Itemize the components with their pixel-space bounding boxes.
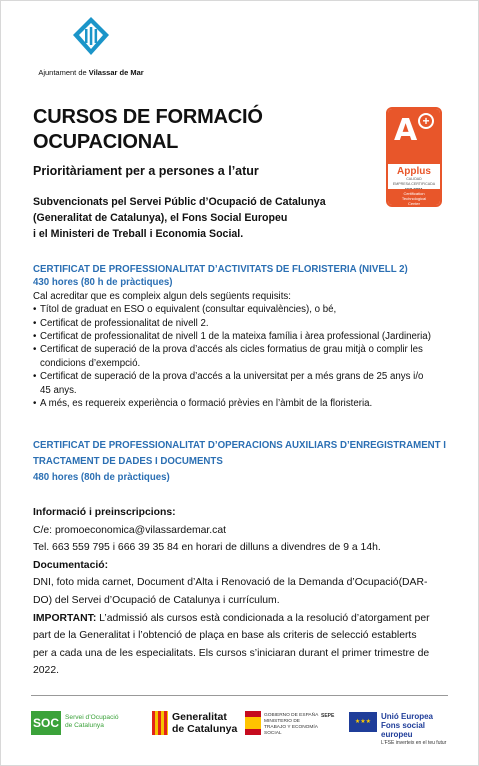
requirement-item-continuation: condicions d’exempció. [40,357,141,369]
soc-logo: SOC [31,711,61,735]
spain-ministry-text: GOBIERNO DE ESPAÑA MINISTERIO DE TRABAJO Y ECONOMÍA SOCIAL [264,713,319,736]
course-2-section [33,438,446,486]
badge-small-text: CALIDAD [406,177,422,181]
badge-foot-line: Center [407,201,420,206]
page-title [33,105,263,155]
important-line: part de la Generalitat i l’obtenció de plaça en base als criteris de selecció establerts [33,630,417,642]
information-section [33,504,458,680]
soc-line: Servei d’Ocupació [65,714,119,721]
course-2-title-line: CERTIFICAT DE PROFESSIONALITAT D’OPERACIONS AUXILIARS D’ENREGISTRAMENT I [33,440,446,451]
badge-small-text: EMPRESA CERTIFICADA [392,182,436,186]
requirement-item: • Certificat de superació de la prova d’accés a la universitat per a més grans de 25 anys i/o [33,370,431,383]
subtitle: Prioritàriament per a persones a l’atur [33,164,259,178]
badge-letter: A [394,113,418,148]
requirements-intro: Cal acreditar que es compleix algun dels següents requisits: [33,290,291,302]
documentation-line: DO) del Servei d’Ocupació de Catalunya i currículum. [33,594,280,606]
town-name [31,68,151,77]
eu-text [381,712,456,748]
badge-plus-icon: + [418,113,434,129]
requirement-item: • Títol de graduat en ESO o equivalent (consultar equivalències), o bé, [33,303,431,316]
requirement-item: • Certificat de professionalitat de nivell 1 de la mateixa família i àrea professional (Jardineria) [33,330,431,343]
contact-email[interactable]: C/e: promoeconomica@vilassardemar.cat [33,524,227,536]
town-header [31,15,151,77]
contact-phone: Tel. 663 559 795 i 666 39 35 84 en horari de dilluns a divendres de 9 a 14h. [33,542,381,554]
info-heading: Informació i preinscripcions: [33,507,176,518]
badge-brand: Applus [397,166,431,177]
documentation-line: DNI, foto mida carnet, Document d’Alta i Renovació de la Demanda d’Ocupació(DAR- [33,577,428,589]
important-note [33,610,458,628]
sponsor-logos [31,708,456,746]
title-line-1: CURSOS DE FORMACIÓ [33,106,263,128]
generalitat-text [172,711,237,735]
course-2-hours: 480 hores (80h de pràctiques) [33,472,170,483]
badge-header [388,109,440,164]
course-1-hours: 430 hores (80 h de pràctiques) [33,277,173,289]
badge-foot-line: Technological [401,196,427,201]
requirement-item: • A més, es requereix experiència o formació prèvies en l’àmbit de la floristeria. [33,397,431,410]
course-1-title: CERTIFICAT DE PROFESSIONALITAT D’ACTIVITATS DE FLORISTERIA (NIVELL 2) [33,264,408,275]
title-line-2: OCUPACIONAL [33,131,179,153]
badge-footer [388,189,440,205]
course-1-section [33,263,431,410]
eu-tagline: L’FSE inverteix en el teu futur [381,740,447,746]
eu-line: Unió Europea [381,712,434,721]
intro-line: i el Ministeri de Treball i Economia Social. [33,228,244,240]
important-label: IMPORTANT: [33,612,97,624]
documentation-heading: Documentació: [33,559,109,571]
intro-text [33,194,373,242]
generalitat-line: de Catalunya [172,723,238,735]
sepe-logo: SEPE [321,713,335,719]
requirement-item-continuation: 45 anys. [40,384,77,396]
eu-line: Fons social europeu [381,721,426,739]
town-name-bold: Vilassar de Mar [88,68,144,77]
footer-divider [31,695,448,696]
intro-line: (Generalitat de Catalunya), el Fons Social Europeu [33,212,288,224]
important-line: L’admissió als cursos està condicionada a la resolució d’atorgament per [96,612,430,624]
generalitat-line: Generalitat [172,711,227,723]
spain-government-flag-icon [245,711,261,735]
intro-line: Subvencionats pel Servei Públic d’Ocupació de Catalunya [33,196,326,208]
badge-foot-line: Certification [403,191,425,196]
requirement-item: • Certificat de professionalitat de nivell 2. [33,317,431,330]
town-shield-icon [69,15,113,59]
requirement-item: • Certificat de superació de la prova d’accés als cicles formatius de grau mitjà o complir les [33,343,431,356]
important-line: 2022. [33,665,60,677]
town-prefix: Ajuntament de [38,68,89,77]
soc-text [65,714,119,730]
important-line: per a cada una de les especialitats. Els cursos s’iniciaran durant el primer trimestre de [33,647,430,659]
soc-line: de Catalunya [65,722,104,729]
course-2-title-line: TRACTAMENT DE DADES I DOCUMENTS [33,456,223,467]
applus-certification-badge [386,107,442,207]
generalitat-flag-icon [152,711,168,735]
eu-flag-icon: ★★★ [349,712,377,732]
